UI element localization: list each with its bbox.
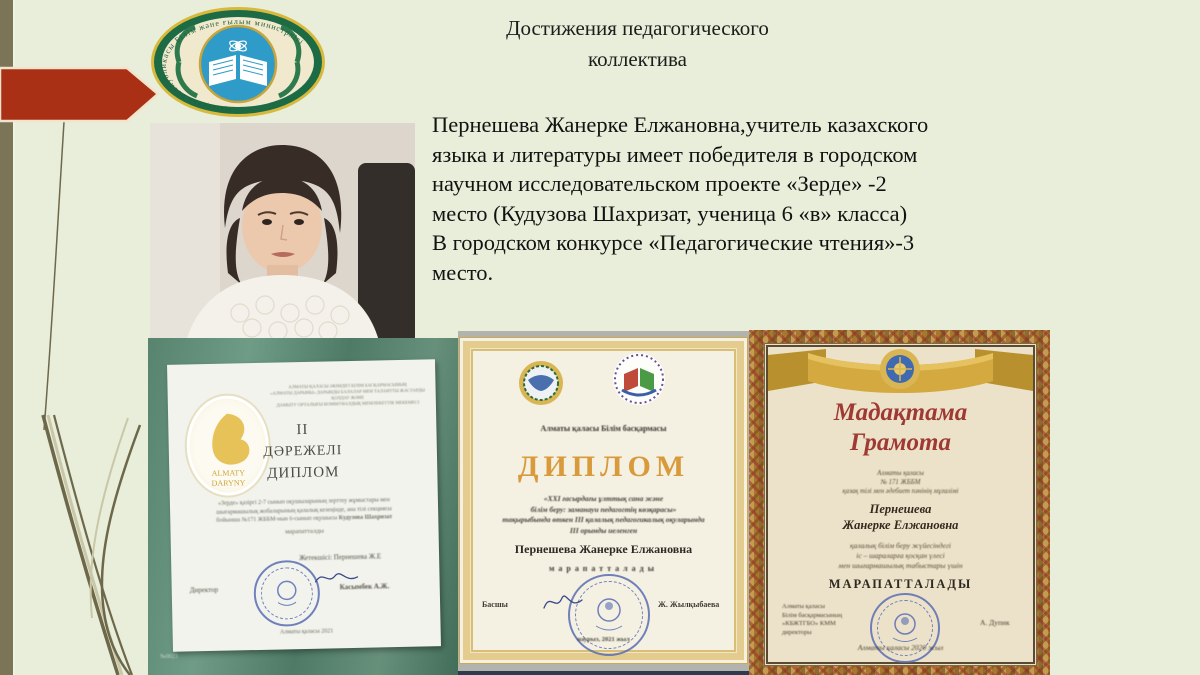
cert2-date: наурыз, 2021 жыл (577, 636, 630, 643)
awardee-name: Пернешева Жанерке Елжановна (514, 542, 693, 556)
director-label: Директор (189, 585, 219, 595)
svg-text:ALMATY: ALMATY (211, 468, 246, 478)
body-paragraph (432, 110, 1032, 287)
cert3-paragraph: қалалық білім беру жүйесіндегі іс – шараларға қосқан үлесі мен шығармашылық табыстары үшін (838, 541, 963, 570)
gold-emblem-icon (518, 360, 564, 406)
gramota-title-line2: Грамота (850, 429, 951, 456)
diploma-word1: ДӘРЕЖЕЛІ (263, 443, 343, 460)
cert3-footer: Алматы қаласы 2020 жыл (857, 643, 944, 652)
certificate-sheet (766, 345, 1035, 664)
teacher-photo (150, 123, 415, 345)
emblem-ring-text: Қазақстан Республикасы Білім және ғылым министрлігі (159, 16, 306, 115)
bilim-department-logo (612, 352, 666, 406)
signature-icon (540, 586, 586, 616)
signer-right-name: А. Дупик (980, 618, 1010, 627)
slide-title-line2: коллектива (588, 47, 687, 71)
cert1-footer: Алматы қаласы 2021 (279, 628, 334, 636)
awarded-word: МАРАПАТТАЛАДЫ (828, 577, 973, 591)
cert2-title: ДИПЛОМ (517, 450, 690, 483)
certificate-sheet (459, 337, 748, 664)
certificate-diploma-xxi (458, 331, 749, 675)
body-line: языка и литературы имеет победителя в городском (432, 141, 918, 167)
certificate-gramota (749, 330, 1050, 675)
cert3-subtext: Алматы қаласы № 171 ЖББМ қазақ тілі мен әдебиет пәнінің мұғалімі (842, 470, 959, 495)
slide-title (430, 13, 845, 75)
diploma-word2: ДИПЛОМ (267, 464, 340, 482)
diploma-degree: II (296, 421, 309, 439)
director-name: Касымбек А.Ж. (339, 582, 390, 592)
photo-edge (458, 671, 749, 675)
slide-title-line1: Достижения педагогического (506, 16, 769, 40)
awarded-word: марапатталды (285, 527, 325, 536)
signer-block: Алматы қаласы Білім басқармасының «КБЖТГБО» КММ директоры (782, 603, 843, 636)
body-line: научном исследовательском проекте «Зерде» -2 (432, 171, 887, 196)
certificate-diploma-zerde (148, 338, 458, 675)
certificate-sheet (167, 359, 441, 652)
certificate-header: АЛМАТЫ ҚАЛАСЫ ӘКІМДІГІ БІЛІМ БАСҚАРМАСЫНЫҢ «АЛМАТЫ ДАРЫНЫ» ДАРЫНДЫ БАЛАЛАР МЕН ТАЛАНТТЫ ЖАСТАРДЫ ҚОЛДАУ ЖӘНЕ ДАМЫТУ ОРТАЛЫҒЫ КОММУНАЛДЫҚ МЕМЛЕКЕТТІК МЕКЕМЕСІ (270, 381, 425, 408)
body-line: место. (432, 259, 494, 285)
supervisor-line: Жетекшісі: Пернешева Ж.Е (299, 552, 382, 563)
head-label: Басшы (482, 600, 508, 609)
body-line: место (Кудузова Шахризат, ученица 6 «в» класса) (432, 200, 908, 226)
stamp-seal-icon (870, 593, 940, 663)
ministry-emblem-logo (149, 5, 327, 119)
body-line: Пернешева Жанерке Елжановна,учитель казахского (432, 112, 929, 137)
diploma-paragraph: «Зерде» қазіргі 2-7 сынып оқушыларының зерттеу жұмыстары мен шығармашылық жобаларының қалалық кезеңінде, ана тілі секциясы бойынша №171 ЖББМ-нын 6-сынып оқушысы Кудузова Шахризат (216, 497, 393, 524)
head-name: Ж. Жылқыбаева (658, 600, 720, 609)
cert2-organization: Алматы қаласы Білім басқармасы (540, 424, 667, 433)
cert2-paragraph: «XXI ғасырдағы ұлттық сана және білім беру: заманауи педагогтің көзқарасы» тақырыбында өткен III қалалық педагогикалық оқуларында III орынды иеленген (502, 494, 705, 535)
certificate-serial: №0023 (160, 654, 178, 660)
gramota-title-line1: Мадақтама (833, 399, 968, 426)
body-line: В городском конкурсе «Педагогические чтения»-3 (432, 230, 915, 255)
student-name: Кудузова Шахризат (338, 514, 393, 522)
gold-ribbon-banner (768, 347, 1033, 405)
awarded-word: марапатталады (549, 564, 658, 573)
red-arrow-banner (0, 66, 162, 123)
kazakhstan-emblem-icon (880, 349, 920, 389)
awardee-name: Пернешева Жанерке Елжановна (842, 502, 959, 532)
svg-text:DARYNY: DARYNY (211, 478, 246, 488)
